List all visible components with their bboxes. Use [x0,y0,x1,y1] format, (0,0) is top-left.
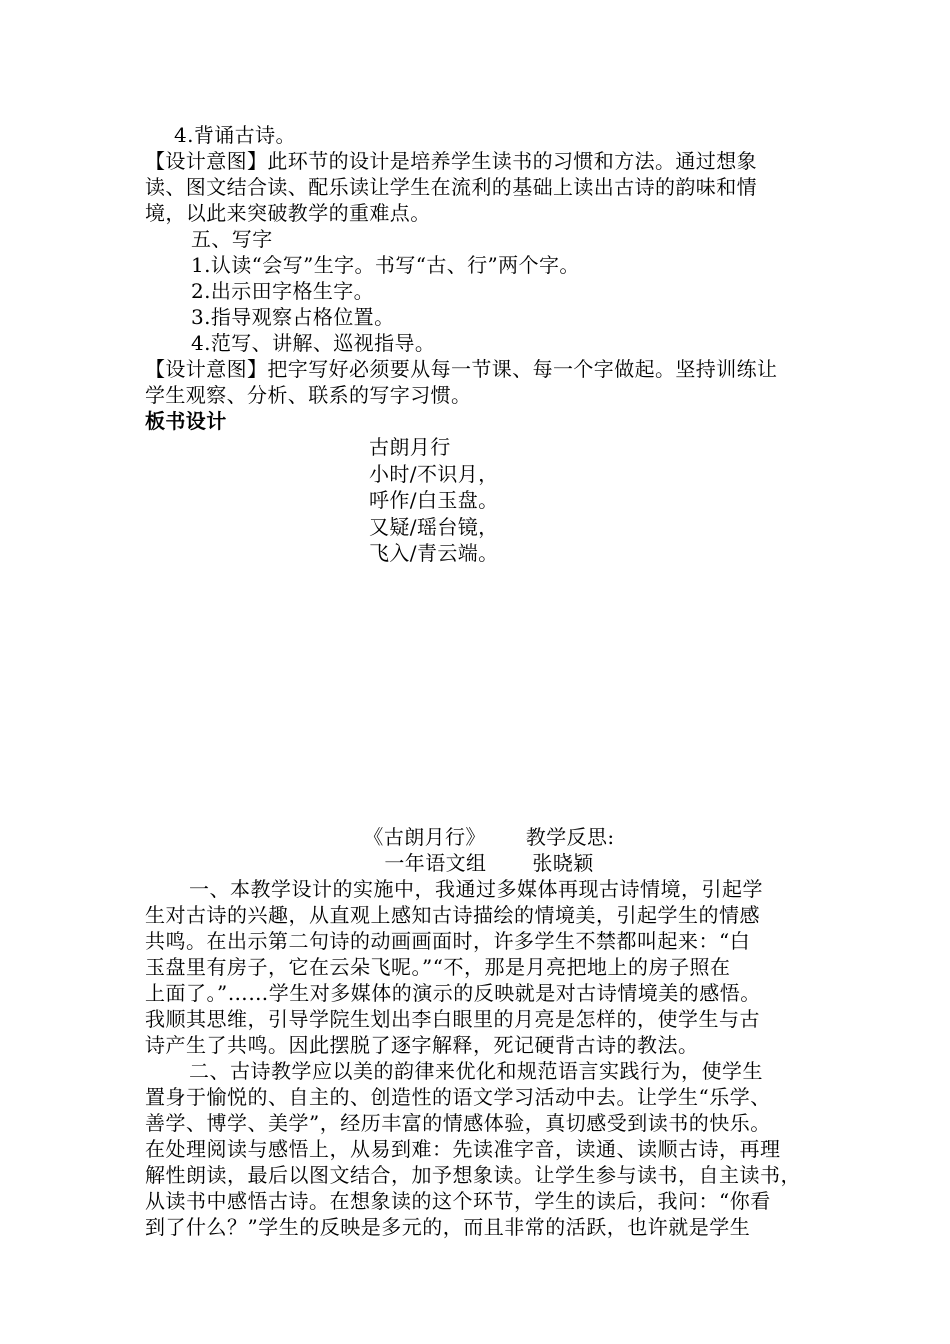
poem-line: 飞入/青云端。 [369,541,499,565]
reflection-title [145,824,813,850]
step-item: 3.指导观察占格位置。 [191,305,395,329]
design-intent-1 [145,148,813,226]
text-line: 共鸣。在出示第二句诗的动画画面时，许多学生不禁都叫起来：“白 [145,928,751,953]
text-line: 二、古诗教学应以美的韵律来优化和规范语言实践行为，使学生 [189,1058,763,1083]
poem-line: 呼作/白玉盘。 [369,488,499,512]
board-design-heading: 板书设计 [145,409,227,433]
author-name: 张晓颖 [532,850,594,875]
poem-title: 古朗月行 [369,435,451,459]
text-line: 诗产生了共鸣。因此摆脱了逐字解释，死记硬背古诗的教法。 [145,1032,699,1057]
writing-steps [145,252,813,356]
step-item: 2.出示田字格生字。 [191,279,375,303]
text-line: 在处理阅读与感悟上，从易到难：先读准字音，读通、读顺古诗，再理 [145,1136,781,1161]
recite-step: 4.背诵古诗。 [174,123,296,147]
text-line: 学生观察、分析、联系的写字习惯。 [145,383,472,407]
blank-space [145,567,813,824]
text-line: 善学、博学、美学”，经历丰富的情感体验，真切感受到读书的快乐。 [145,1110,771,1135]
text-line: 到了什么？”学生的反映是多元的，而且非常的活跃，也许就是学生 [145,1214,751,1239]
text-line: 【设计意图】把字写好必须要从每一节课、每一个字做起。坚持训练让 [145,357,778,381]
board-poem [145,434,813,567]
document-page [145,122,813,1240]
text-line: 解性朗读，最后以图文结合，加予想象读。让学生参与读书，自主读书， [145,1162,801,1187]
text-line: 一、本教学设计的实施中，我通过多媒体再现古诗情境，引起学 [189,876,763,901]
text-line: 从读书中感悟古诗。在想象读的这个环节，学生的读后，我问：“你看 [145,1188,771,1213]
design-intent-2 [145,356,813,408]
reflection-byline [145,850,813,876]
text-line: 置身于愉悦的、自主的、创造性的语文学习活动中去。让学生“乐学、 [145,1084,771,1109]
section-heading-writing: 五、写字 [191,227,273,251]
text-line: 生对古诗的兴趣，从直观上感知古诗描绘的情境美，引起学生的情感 [145,902,760,927]
reflection-title-label: 教学反思: [525,824,615,849]
text-line: 我顺其思维，引导学院生划出李白眼里的月亮是怎样的，使学生与古 [145,1006,760,1031]
group-name: 一年语文组 [384,850,487,875]
text-line: 境，以此来突破教学的重难点。 [145,201,431,225]
poem-line: 又疑/瑶台镜， [369,514,499,539]
step-item: 4.范写、讲解、巡视指导。 [191,331,436,355]
poem-line: 小时/不识月， [369,461,499,486]
reflection-title-poem: 《古朗月行》 [363,824,486,849]
text-line: 读、图文结合读、配乐读让学生在流利的基础上读出古诗的韵味和情 [145,175,757,199]
text-line: 玉盘里有房子，它在云朵飞呢。”“不，那是月亮把地上的房子照在 [145,954,731,979]
text-line: 【设计意图】此环节的设计是培养学生读书的习惯和方法。通过想象 [145,149,757,173]
reflection-paragraph-1 [145,876,813,1058]
step-item: 1.认读“会写”生字。书写“古、行”两个字。 [191,253,580,277]
text-line: 上面了。”……学生对多媒体的演示的反映就是对古诗情境美的感悟。 [145,980,761,1005]
reflection-paragraph-2 [145,1058,813,1240]
